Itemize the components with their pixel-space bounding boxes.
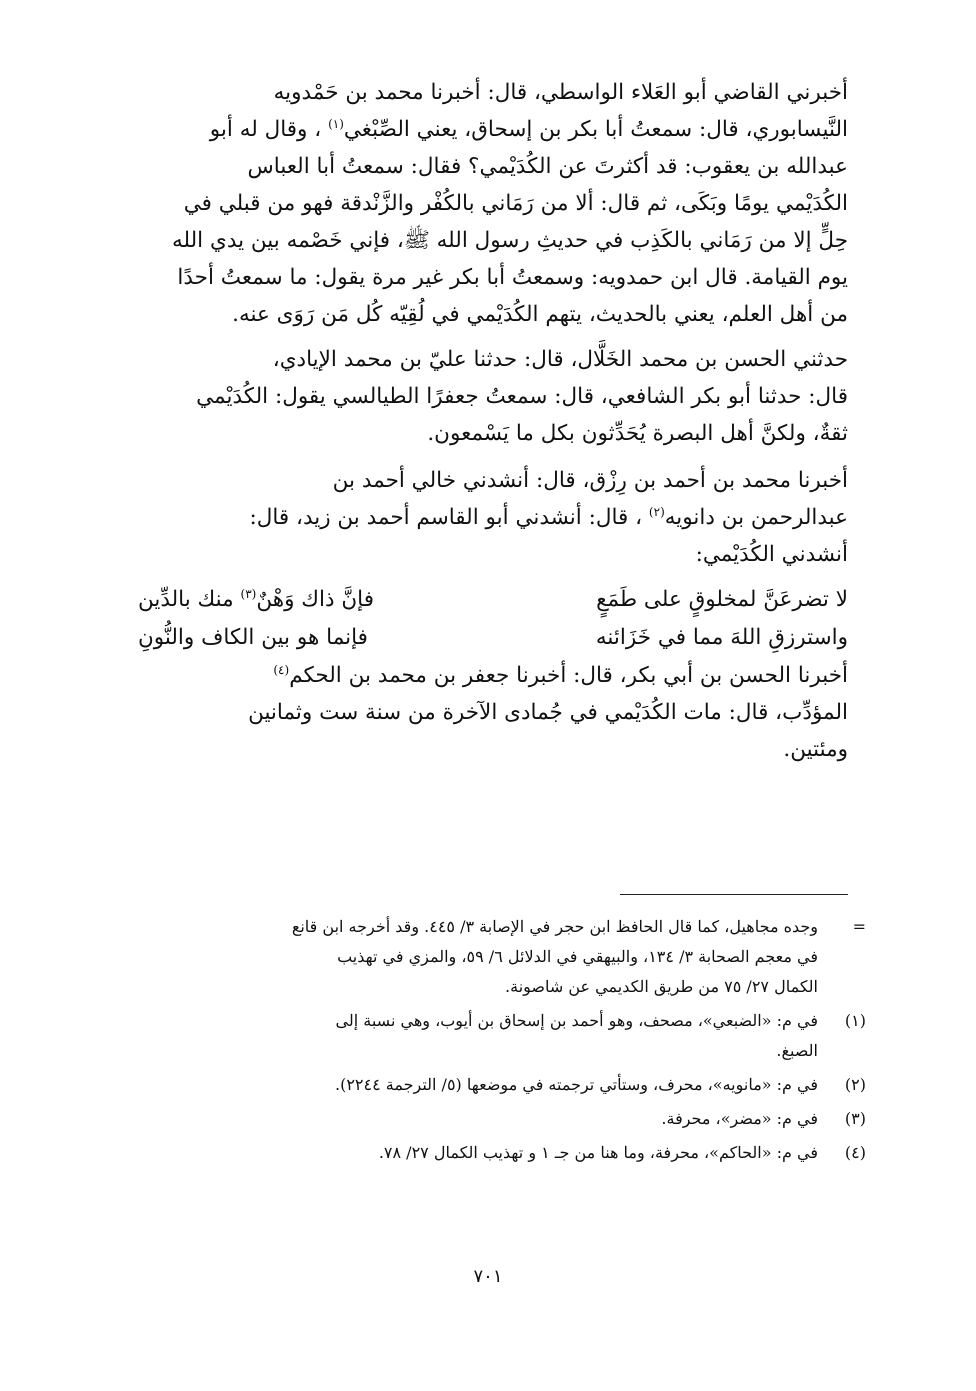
footnote-line: في م: «مضر»، محرفة.: [661, 1109, 818, 1128]
footnote-body: [138, 1104, 866, 1134]
text-line: ، قال: أنشدني أبو القاسم أحمد بن زيد، قال:: [249, 505, 643, 530]
footnote-body: [138, 1070, 866, 1100]
text-line: المؤدِّب، قال: مات الكُدَيْمي في جُمادى الآخرة من سنة ست وثمانين: [248, 700, 848, 725]
footnote-ref: (٣): [240, 586, 257, 601]
text-line: أنشدني الكُدَيْمي:: [695, 542, 848, 567]
poem-verse-1: [138, 581, 848, 619]
footnote-4: [138, 1138, 866, 1168]
text-line: من أهل العلم، يعني بالحديث، يتهم الكُدَيْمي في لُقِيّه كُل مَن رَوَى عنه.: [232, 302, 848, 327]
text-line: ثقةٌ، ولكنَّ أهل البصرة يُحَدِّثون بكل ما يَسْمعون.: [427, 421, 848, 446]
text-line: حدثني الحسن بن محمد الخَلَّال، قال: حدثنا عليّ بن محمد الإيادي،: [272, 347, 848, 372]
footnote-line: في م: «مانويه»، محرف، وستأتي ترجمته في موضعها (٥/ الترجمة ٢٢٤٤).: [334, 1075, 818, 1094]
footnote-line: في معجم الصحابة ٣/ ١٣٤، والبيهقي في الدلائل ٦/ ٥٩، والمزي في تهذيب: [337, 947, 818, 966]
footnote-3: [138, 1104, 866, 1134]
text-line: قال: حدثنا أبو بكر الشافعي، قال: سمعتُ جعفرًا الطيالسي يقول: الكُدَيْمي: [196, 384, 848, 409]
main-text: [138, 74, 848, 768]
verse-hemistich-first: واسترزقِ اللهَ مما في خَزَائنه: [595, 625, 848, 650]
paragraph-3: [138, 462, 848, 573]
text-line: أخبرني القاضي أبو العَلاء الواسطي، قال: أخبرنا محمد بن حَمْدويه: [273, 80, 848, 105]
footnote-ref: (١): [328, 116, 344, 131]
text-line: يوم القيامة. قال ابن حمدويه: وسمعتُ أبا بكر غير مرة يقول: ما سمعتُ أحدًا: [177, 265, 848, 290]
footnote-2: [138, 1070, 866, 1100]
footnote-continuation: [138, 912, 866, 1002]
footnote-marker: (٢): [844, 1075, 866, 1094]
paragraph-4: [138, 657, 848, 768]
verse-hemistich-second: فإنما هو بين الكاف والنُّونِ: [138, 625, 368, 650]
text-line: أخبرنا محمد بن أحمد بن رِزْق، قال: أنشدني خالي أحمد بن: [332, 468, 848, 493]
text-line: الكُدَيْمي يومًا وبَكَى، ثم قال: ألا من رَمَاني بالكُفْر والزَّنْدقة فهو من قبلي في: [183, 191, 848, 216]
verse-hemistich-first: لا تضرعَنَّ لمخلوقٍ على طَمَعٍ: [596, 587, 848, 612]
footnote-marker: (٣): [844, 1109, 866, 1128]
text-line: أخبرنا الحسن بن أبي بكر، قال: أخبرنا جعفر بن محمد بن الحكم: [289, 663, 848, 688]
text-line: النَّيسابوري، قال: سمعتُ أبا بكر بن إسحاق، يعني الصِّبْغي: [343, 117, 848, 142]
page-number: ٧٠١: [473, 1266, 503, 1287]
footnote-separator: [620, 894, 848, 895]
footnote-ref: (٢): [648, 504, 665, 519]
paragraph-1: [138, 74, 848, 333]
footnotes: [138, 912, 866, 1168]
footnote-line: في م: «الحاكم»، محرفة، وما هنا من جـ ١ و تهذيب الكمال ٢٧/ ٧٨.: [378, 1143, 818, 1162]
text-line: ومئتين.: [783, 737, 848, 762]
text-line: عبدالله بن يعقوب: قد أكثرتَ عن الكُدَيْمي؟ فقال: سمعتُ أبا العباس: [247, 154, 848, 179]
verse-hemistich-second: [138, 581, 374, 619]
text-fragment: منك بالدِّين: [138, 587, 234, 612]
footnote-marker: =: [852, 917, 866, 936]
text-line: ، وقال له أبو: [209, 117, 322, 142]
footnote-line: في م: «الضبعي»، مصحف، وهو أحمد بن إسحاق بن أيوب، وهي نسبة إلى: [335, 1011, 818, 1030]
footnote-marker: (١): [844, 1011, 866, 1030]
text-line: حِلٍّ إلا من رَمَاني بالكَذِب في حديثِ رسول الله ﷺ، فإني خَصْمه بين يدي الله: [171, 228, 848, 253]
footnote-marker: (٤): [844, 1143, 866, 1162]
footnote-line: وجده مجاهيل، كما قال الحافظ ابن حجر في الإصابة ٣/ ٤٤٥. وقد أخرجه ابن قانع: [291, 917, 818, 936]
paragraph-2: [138, 341, 848, 452]
footnote-ref: (٤): [273, 662, 290, 677]
footnote-body: [138, 1138, 866, 1168]
footnote-line: الكمال ٢٧/ ٧٥ من طريق الكديمي عن شاصونة.: [505, 977, 818, 996]
text-fragment: فإنَّ ذاك وَهْنٌ: [256, 587, 375, 612]
footnote-line: الصبغ.: [776, 1041, 818, 1060]
text-line: عبدالرحمن بن دانويه: [664, 505, 848, 530]
poem-verse-2: [138, 619, 848, 657]
footnote-1: [138, 1006, 866, 1066]
